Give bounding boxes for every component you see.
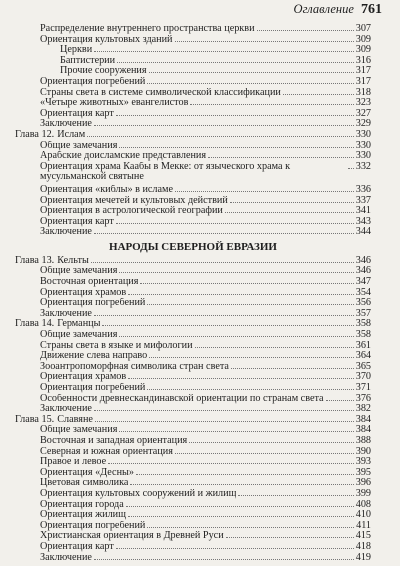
dot-leader bbox=[94, 307, 354, 316]
entry-title: Ориентация карт bbox=[40, 541, 114, 552]
entry-title: Заключение bbox=[40, 404, 92, 415]
dot-leader bbox=[119, 139, 353, 148]
toc-entry bbox=[15, 225, 371, 236]
toc-entry bbox=[15, 402, 371, 413]
toc-entry bbox=[15, 392, 371, 403]
dot-leader bbox=[175, 183, 354, 192]
entry-title: Ориентация погребений bbox=[40, 383, 146, 393]
entry-title: Особенности древнескандинавской ориентации по странам света bbox=[40, 393, 324, 404]
entry-page-number: 330 bbox=[355, 128, 371, 140]
dot-leader bbox=[225, 204, 354, 213]
toc-entry bbox=[15, 339, 371, 350]
dot-leader bbox=[130, 476, 353, 485]
entry-title: Страны света в языке и мифологии bbox=[40, 340, 193, 351]
dot-leader bbox=[147, 381, 353, 390]
dot-leader bbox=[116, 540, 354, 549]
dot-leader bbox=[149, 64, 354, 73]
entry-title: Ориентация культовых сооружений и жилищ bbox=[40, 488, 237, 499]
dot-leader bbox=[116, 107, 354, 116]
entry-page-number: 419 bbox=[355, 551, 371, 563]
toc-entry bbox=[15, 139, 371, 150]
entry-title: Ориентация «киблы» в исламе bbox=[40, 184, 174, 195]
entry-page-number: 357 bbox=[355, 307, 371, 319]
toc-entry bbox=[15, 466, 371, 477]
dot-leader bbox=[119, 264, 353, 273]
entry-page-number: 330 bbox=[355, 150, 371, 162]
entry-title: Общие замечания bbox=[40, 425, 118, 436]
entry-page-number: 393 bbox=[355, 456, 371, 468]
toc-entry bbox=[15, 434, 371, 445]
toc-block-1 bbox=[15, 22, 371, 236]
dot-leader bbox=[140, 275, 353, 284]
dot-leader bbox=[149, 349, 353, 358]
toc-entry bbox=[15, 264, 371, 275]
entry-title: Ориентация карт bbox=[40, 216, 114, 227]
dot-leader bbox=[175, 33, 354, 42]
toc-entry bbox=[15, 328, 371, 339]
entry-title: Ориентация погребений bbox=[40, 76, 146, 87]
toc-entry bbox=[15, 540, 371, 551]
toc-entry bbox=[15, 508, 371, 519]
table-of-contents bbox=[15, 22, 371, 561]
dot-leader bbox=[147, 519, 354, 528]
entry-title: Движение слева направо bbox=[40, 351, 148, 362]
entry-page-number: 399 bbox=[355, 487, 371, 499]
toc-entry bbox=[15, 204, 371, 215]
entry-page-number: 317 bbox=[355, 75, 371, 87]
entry-title: Северная и южная ориентация bbox=[40, 446, 173, 457]
header-page-number: 761 bbox=[361, 2, 382, 17]
toc-entry bbox=[15, 296, 371, 307]
chapter-label: Глава 13. bbox=[15, 254, 55, 266]
entry-page-number: 309 bbox=[355, 33, 371, 45]
entry-title: Заключение bbox=[40, 119, 92, 130]
dot-leader bbox=[208, 149, 354, 158]
entry-title: Правое и левое bbox=[40, 457, 107, 468]
entry-page-number: 390 bbox=[355, 445, 371, 457]
dot-leader bbox=[91, 254, 354, 263]
entry-page-number: 318 bbox=[355, 86, 371, 98]
entry-title: Ориентация жилищ bbox=[40, 510, 126, 521]
entry-title: Ориентация «Десны» bbox=[40, 467, 134, 478]
chapter-label: Глава 14. bbox=[15, 318, 55, 330]
entry-title: Прочие сооружения bbox=[60, 66, 147, 77]
entry-title: Славяне bbox=[57, 414, 93, 425]
toc-chapter-entry bbox=[15, 128, 371, 139]
entry-page-number: 356 bbox=[355, 297, 371, 309]
entry-title: «Четыре животных» евангелистов bbox=[40, 98, 189, 109]
entry-title: Страны света в системе символической классификации bbox=[40, 87, 281, 98]
entry-page-number: 388 bbox=[355, 434, 371, 446]
toc-entry bbox=[15, 349, 371, 360]
entry-page-number: 418 bbox=[355, 540, 371, 552]
entry-title: Церкви bbox=[60, 45, 93, 56]
entry-page-number: 309 bbox=[355, 44, 371, 56]
toc-entry bbox=[15, 194, 371, 205]
entry-page-number: 384 bbox=[355, 413, 371, 425]
entry-title: Восточная и западная ориентация bbox=[40, 435, 188, 446]
dot-leader bbox=[257, 22, 354, 31]
entry-title: Заключение bbox=[40, 308, 92, 319]
entry-page-number: 347 bbox=[355, 276, 371, 288]
toc-chapter-entry bbox=[15, 413, 371, 424]
entry-title: Ислам bbox=[57, 129, 86, 140]
entry-title: Ориентация храмов bbox=[40, 287, 127, 298]
running-header bbox=[294, 2, 382, 18]
entry-page-number: 336 bbox=[355, 183, 371, 195]
entry-title: Ориентация города bbox=[40, 499, 124, 510]
entry-page-number: 415 bbox=[355, 530, 371, 542]
dot-leader bbox=[108, 455, 354, 464]
toc-chapter-entry bbox=[15, 317, 371, 328]
dot-leader bbox=[87, 128, 354, 137]
dot-leader bbox=[102, 317, 353, 326]
dot-leader bbox=[147, 296, 353, 305]
entry-title: Ориентация мечетей и культовых действий bbox=[40, 195, 228, 206]
toc-entry bbox=[15, 307, 371, 318]
entry-page-number: 358 bbox=[355, 318, 371, 330]
entry-title: Баптистерии bbox=[60, 55, 116, 66]
dot-leader bbox=[95, 413, 354, 422]
toc-entry bbox=[15, 455, 371, 466]
dot-leader bbox=[128, 286, 354, 295]
entry-title: Ориентация погребений bbox=[40, 520, 146, 531]
entry-title: Ориентация храмов bbox=[40, 372, 127, 383]
dot-leader bbox=[117, 54, 354, 63]
toc-chapter-entry bbox=[15, 254, 371, 265]
dot-leader bbox=[231, 360, 354, 369]
chapter-label: Глава 12. bbox=[15, 128, 55, 140]
chapter-label: Глава 15. bbox=[15, 413, 55, 425]
dot-leader bbox=[128, 508, 354, 517]
entry-page-number: 384 bbox=[355, 424, 371, 436]
entry-title: Германцы bbox=[57, 319, 101, 330]
dot-leader bbox=[230, 194, 354, 203]
dot-leader bbox=[94, 117, 354, 126]
entry-title: Ориентация храма Каабы в Мекке: от языческого храма к мусульманской святыне bbox=[40, 161, 291, 183]
entry-page-number: 365 bbox=[355, 360, 371, 372]
toc-entry bbox=[15, 117, 371, 128]
entry-title: Общие замечания bbox=[40, 330, 118, 341]
dot-leader bbox=[116, 215, 354, 224]
dot-leader bbox=[195, 339, 354, 348]
toc-entry bbox=[15, 107, 371, 118]
toc-entry bbox=[15, 64, 371, 75]
dot-leader bbox=[94, 43, 354, 52]
entry-title: Цветовая символика bbox=[40, 478, 129, 489]
toc-entry bbox=[15, 498, 371, 509]
dot-leader bbox=[238, 487, 353, 496]
toc-entry bbox=[15, 445, 371, 456]
toc-block-2 bbox=[15, 254, 371, 561]
toc-entry bbox=[15, 476, 371, 487]
entry-page-number: 371 bbox=[355, 382, 371, 393]
dot-leader bbox=[128, 370, 354, 379]
entry-page-number: 376 bbox=[355, 392, 371, 404]
entry-page-number: 382 bbox=[355, 403, 371, 415]
entry-title: Заключение bbox=[40, 227, 92, 238]
entry-page-number: 329 bbox=[355, 118, 371, 130]
dot-leader bbox=[94, 402, 354, 411]
entry-page-number: 364 bbox=[355, 350, 371, 362]
dot-leader bbox=[175, 445, 354, 454]
toc-entry bbox=[15, 75, 371, 86]
toc-entry bbox=[15, 54, 371, 65]
dot-leader bbox=[226, 529, 354, 538]
entry-page-number: 327 bbox=[355, 107, 371, 119]
entry-title: Распределение внутреннего пространства церкви bbox=[40, 24, 255, 34]
dot-leader bbox=[119, 328, 353, 337]
dot-leader bbox=[189, 434, 354, 443]
toc-entry bbox=[15, 43, 371, 54]
entry-page-number: 317 bbox=[355, 65, 371, 77]
entry-page-number: 343 bbox=[355, 215, 371, 227]
toc-entry bbox=[15, 423, 371, 434]
toc-entry bbox=[15, 275, 371, 286]
dot-leader bbox=[126, 498, 354, 507]
entry-page-number: 341 bbox=[355, 205, 371, 217]
entry-page-number: 354 bbox=[355, 286, 371, 298]
entry-title: Заключение bbox=[40, 552, 92, 563]
toc-entry bbox=[15, 96, 371, 107]
dot-leader bbox=[326, 392, 354, 401]
dot-leader bbox=[136, 466, 354, 475]
entry-title: Общие замечания bbox=[40, 266, 118, 277]
toc-entry bbox=[15, 149, 371, 160]
toc-entry bbox=[15, 370, 371, 381]
entry-page-number: 358 bbox=[355, 329, 371, 341]
dot-leader bbox=[147, 75, 353, 84]
entry-title: Ориентация в астрологической географии bbox=[40, 206, 223, 217]
toc-entry bbox=[15, 286, 371, 297]
toc-entry bbox=[15, 519, 371, 530]
entry-title: Ориентация карт bbox=[40, 108, 114, 119]
toc-entry bbox=[15, 183, 371, 194]
dot-leader bbox=[283, 86, 354, 95]
dot-leader bbox=[94, 551, 354, 560]
entry-page-number: 411 bbox=[356, 519, 371, 531]
toc-entry bbox=[15, 22, 371, 33]
entry-page-number: 307 bbox=[355, 23, 371, 34]
entry-page-number: 346 bbox=[355, 265, 371, 277]
entry-title: Арабские доисламские представления bbox=[40, 151, 207, 162]
entry-page-number: 323 bbox=[355, 97, 371, 109]
section-heading: НАРОДЫ СЕВЕРНОЙ ЕВРАЗИИ bbox=[109, 240, 277, 253]
toc-entry bbox=[15, 529, 371, 540]
entry-page-number: 361 bbox=[355, 339, 371, 351]
entry-page-number: 410 bbox=[355, 509, 371, 521]
entry-page-number: 330 bbox=[355, 139, 371, 151]
dot-leader bbox=[119, 423, 353, 432]
dot-leader bbox=[190, 96, 353, 105]
toc-entry bbox=[15, 33, 371, 44]
toc-entry bbox=[15, 160, 371, 183]
toc-entry bbox=[15, 86, 371, 97]
toc-entry bbox=[15, 551, 371, 562]
entry-page-number: 346 bbox=[355, 254, 371, 266]
entry-page-number: 332 bbox=[355, 160, 371, 172]
toc-entry bbox=[15, 487, 371, 498]
entry-page-number: 395 bbox=[355, 466, 371, 478]
entry-title: Ориентация погребений bbox=[40, 298, 146, 309]
header-title: Оглавление bbox=[293, 2, 354, 16]
toc-entry bbox=[15, 381, 371, 392]
entry-title: Восточная ориентация bbox=[40, 277, 139, 288]
entry-page-number: 337 bbox=[355, 194, 371, 206]
entry-page-number: 408 bbox=[355, 498, 371, 510]
entry-page-number: 344 bbox=[355, 226, 371, 238]
entry-page-number: 396 bbox=[355, 477, 371, 489]
dot-leader bbox=[94, 225, 354, 234]
toc-entry bbox=[15, 360, 371, 371]
dot-leader bbox=[348, 160, 354, 169]
entry-page-number: 316 bbox=[355, 54, 371, 66]
entry-title: Кельты bbox=[57, 255, 89, 266]
entry-page-number: 370 bbox=[355, 371, 371, 383]
entry-title: Христианская ориентация в Древней Руси bbox=[40, 531, 224, 542]
toc-entry bbox=[15, 215, 371, 226]
entry-title: Общие замечания bbox=[40, 140, 118, 151]
entry-title: Ориентация культовых зданий bbox=[40, 34, 173, 45]
entry-title: Зооантропоморфная символика стран света bbox=[40, 361, 229, 372]
